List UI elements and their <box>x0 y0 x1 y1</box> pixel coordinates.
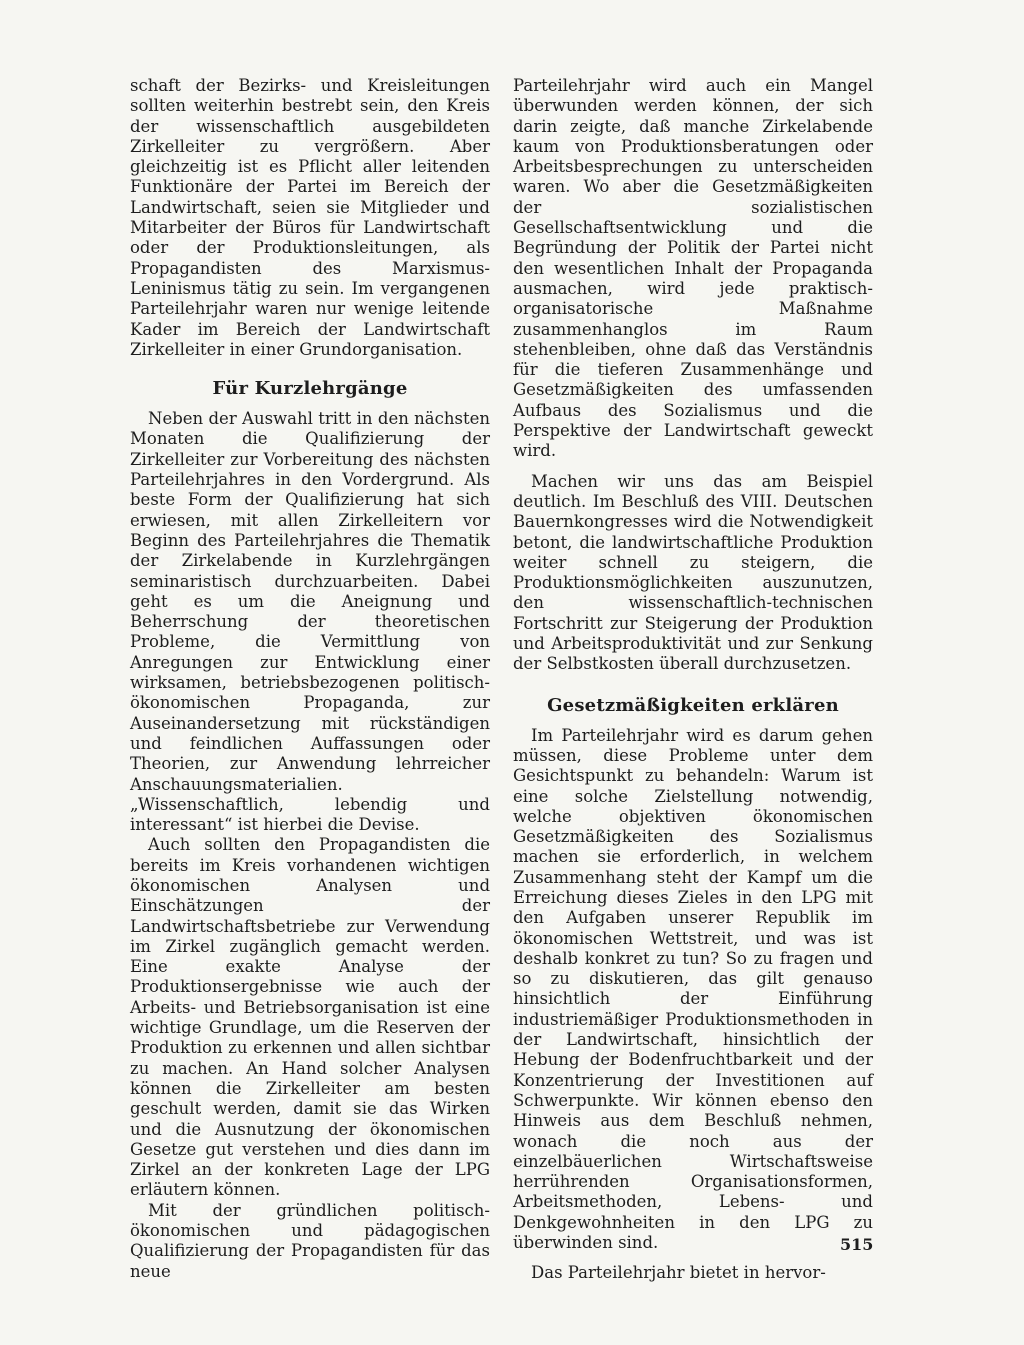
paragraph: Machen wir uns das am Beispiel deutlich. Im Beschluß des VIII. Deutschen Bauernkongresses wird die Notwendigkeit betont, die landwirtschaftliche Produktion weiter schnell zu steigern, die Produktionsmöglichkeiten auszunutzen, den wissenschaftlich-technischen Fortschritt zur Steigerung der Produktion und Arbeitsproduktivität und zur Senkung der Selbstkosten überall durchzusetzen. <box>513 471 873 674</box>
paragraph: Neben der Auswahl tritt in den nächsten Monaten die Qualifizierung der Zirkelleiter zur Vorbereitung des nächsten Parteilehrjahres in den Vordergrund. Als beste Form der Qualifizierung hat sich erwiesen, mit allen Zirkelleitern vor Beginn des Parteilehrjahres die Thematik der Zirkelabende in Kurzlehrgängen seminaristisch durchzuarbeiten. Dabei geht es um die Aneignung und Beherrschung der theoretischen Probleme, die Vermittlung von Anregungen zur Entwicklung einer wirksamen, betriebsbezogenen politisch-ökonomischen Propaganda, zur Auseinandersetzung mit rückständigen und feindlichen Auffassungen oder Theorien, zur Anwendung lehrreicher Anschauungsmaterialien. „Wissenschaftlich, lebendig und interessant“ ist hierbei die Devise. <box>130 409 490 835</box>
right-column <box>513 76 873 1284</box>
paragraph: Mit der gründlichen politisch-ökonomischen und pädagogischen Qualifizierung der Propagandisten für das neue <box>130 1200 490 1281</box>
section-heading-kurzlehrgaenge: Für Kurzlehrgänge <box>212 378 408 400</box>
paragraph: Das Parteilehrjahr bietet in hervor- <box>531 1263 826 1283</box>
paragraph-continuation: Parteilehrjahr wird auch ein Mangel überwunden werden können, der sich darin zeigte, daß manche Zirkelabende kaum von Produktionsberatungen oder Arbeitsbesprechungen zu unterscheiden waren. Wo aber die Gesetzmäßigkeiten der sozialistischen Gesellschaftsentwicklung und die Begründung der Politik der Partei nicht den wesentlichen Inhalt der Propaganda ausmachen, wird jede praktisch-organisatorische Maßnahme zusammenhanglos im Raum stehenbleiben, ohne daß das Verständnis für die tieferen Zusammenhänge und Gesetzmäßigkeiten des umfassenden Aufbaus des Sozialismus und die Perspektive der Landwirtschaft geweckt wird. <box>513 76 873 461</box>
paragraph-continuation: schaft der Bezirks- und Kreisleitungen sollten weiterhin bestrebt sein, den Kreis der wissenschaftlich ausgebildeten Zirkelleiter zu vergrößern. Aber gleichzeitig ist es Pflicht aller leitenden Funktionäre der Partei im Bereich der Landwirtschaft, seien sie Mitglieder und Mitarbeiter der Büros für Landwirtschaft oder der Produktionsleitungen, als Propagandisten des Marxismus-Leninismus tätig zu sein. Im vergangenen Parteilehrjahr waren nur wenige leitende Kader im Bereich der Landwirtschaft Zirkelleiter in einer Grundorganisation. <box>130 76 490 359</box>
paragraph: Auch sollten den Propagandisten die bereits im Kreis vorhandenen wichtigen ökonomischen Analysen und Einschätzungen der Landwirtschaftsbetriebe zur Verwendung im Zirkel zugänglich gemacht werden. Eine exakte Analyse der Produktionsergebnisse wie auch der Arbeits- und Betriebsorganisation ist eine wichtige Grundlage, um die Reserven der Produktion zu erkennen und allen sichtbar zu machen. An Hand solcher Analysen können die Zirkelleiter am besten geschult werden, damit sie das Wirken und die Ausnutzung der ökonomischen Gesetze gut verstehen und dies dann im Zirkel an der konkreten Lage der LPG erläutern können. <box>130 835 490 1200</box>
page-number: 515 <box>840 1235 874 1254</box>
paragraph: Im Parteilehrjahr wird es darum gehen müssen, diese Probleme unter dem Gesichtspunkt zu behandeln: Warum ist eine solche Zielstellung notwendig, welche objektiven ökonomischen Gesetzmäßigkeiten des Sozialismus machen sie erforderlich, in welchem Zusammenhang steht der Kampf um die Erreichung dieses Zieles in den LPG mit den Aufgaben unserer Republik im ökonomischen Wettstreit, und was ist deshalb konkret zu tun? So zu fragen und so zu diskutieren, das gilt genauso hinsichtlich der Einführung industriemäßiger Produktionsmethoden in der Landwirtschaft, hinsichtlich der Hebung der Bodenfruchtbarkeit und der Konzentrierung der Investitionen auf Schwerpunkte. Wir können ebenso den Hinweis aus dem Beschluß nehmen, wonach die noch aus der einzelbäuerlichen Wirtschaftsweise herrührenden Organisationsformen, Arbeitsmethoden, Lebens- und Denkgewohnheiten in den LPG zu überwinden sind. <box>513 725 873 1253</box>
section-heading-gesetzmaessigkeiten: Gesetzmäßigkeiten erklären <box>547 694 839 716</box>
left-column <box>130 76 490 1282</box>
